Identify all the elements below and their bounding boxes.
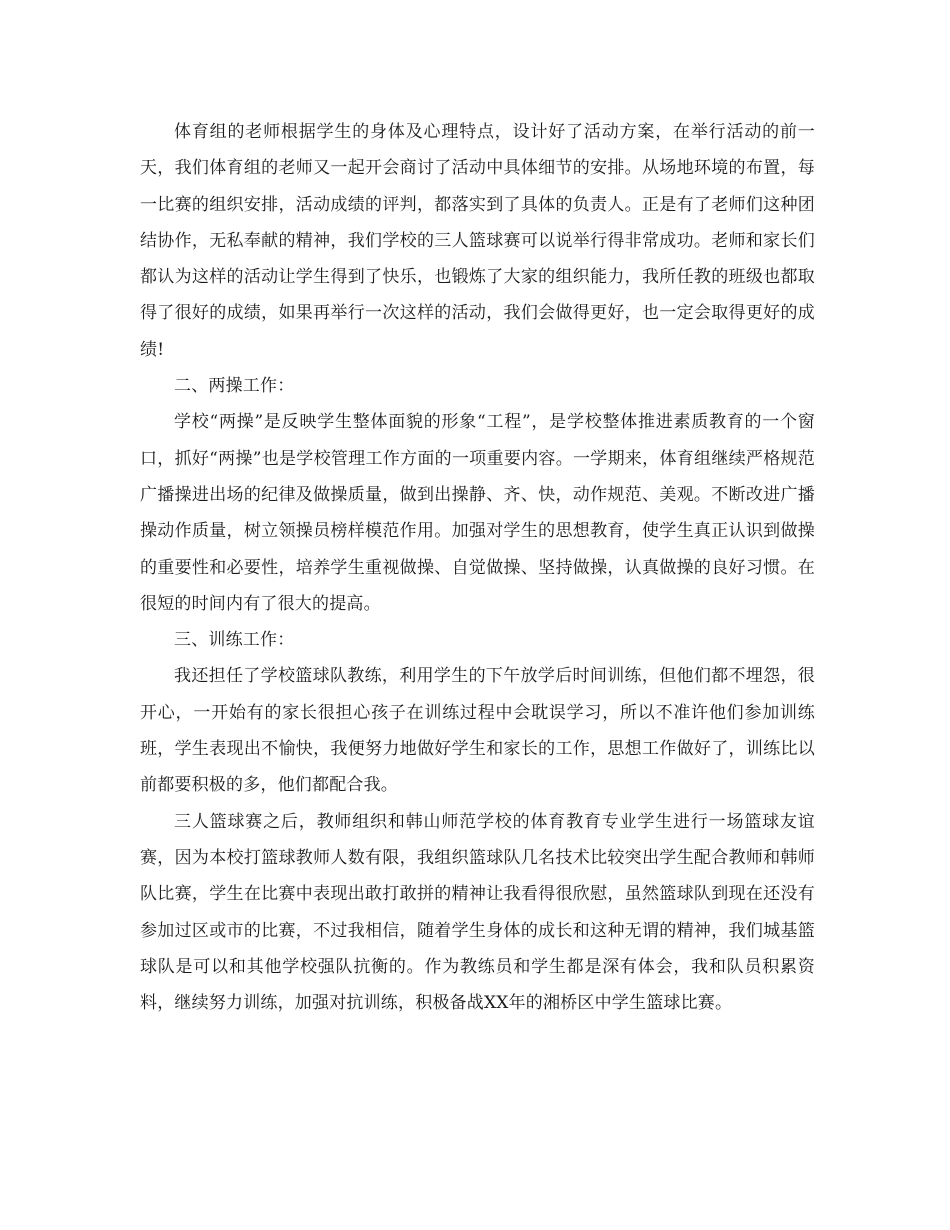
- paragraph-activity-summary: 体育组的老师根据学生的身体及心理特点，设计好了活动方案，在举行活动的前一天，我们体育组的老师又一起开会商讨了活动中具体细节的安排。从场地环境的布置，每一比赛的组织安排，活动成绩的评判，都落实到了具体的负责人。正是有了老师们这种团结协作，无私奉献的精神，我们学校的三人篮球赛可以说举行得非常成功。老师和家长们都认为这样的活动让学生得到了快乐，也锻炼了大家的组织能力，我所任教的班级也都取得了很好的成绩，如果再举行一次这样的活动，我们会做得更好，也一定会取得更好的成绩!: [140, 122, 815, 360]
- document-body: [140, 114, 815, 1021]
- paragraph-training: 我还担任了学校篮球队教练，利用学生的下午放学后时间训练，但他们都不埋怨，很开心，一开始有的家长很担心孩子在训练过程中会耽误学习，所以不准许他们参加训练班，学生表现出不愉快，我便努力地做好学生和家长的工作，思想工作做好了，训练比以前都要积极的多，他们都配合我。: [140, 666, 815, 796]
- section-heading-two-exercises: 二、两操工作：: [174, 376, 295, 397]
- section-heading-training: 三、训练工作：: [174, 630, 295, 651]
- paragraph-friendly-match: 三人篮球赛之后，教师组织和韩山师范学校的体育教育专业学生进行一场篮球友谊赛，因为本校打篮球教师人数有限，我组织篮球队几名技术比较突出学生配合教师和韩师队比赛，学生在比赛中表现出敢打敢拼的精神让我看得很欣慰，虽然篮球队到现在还没有参加过区或市的比赛，不过我相信，随着学生身体的成长和这种无谓的精神，我们城基篮球队是可以和其他学校强队抗衡的。作为教练员和学生都是深有体会，我和队员积累资料，继续努力训练，加强对抗训练，积极备战XX年的湘桥区中学生篮球比赛。: [140, 811, 815, 1014]
- paragraph-two-exercises: 学校“两操”是反映学生整体面貌的形象“工程”，是学校整体推进素质教育的一个窗口，抓好“两操”也是学校管理工作方面的一项重要内容。一学期来，体育组继续严格规范广播操进出场的纪律及做操质量，做到出操静、齐、快，动作规范、美观。不断改进广播操动作质量，树立领操员榜样模范作用。加强对学生的思想教育，使学生真正认识到做操的重要性和必要性，培养学生重视做操、自觉做操、坚持做操，认真做操的良好习惯。在很短的时间内有了很大的提高。: [140, 412, 815, 614]
